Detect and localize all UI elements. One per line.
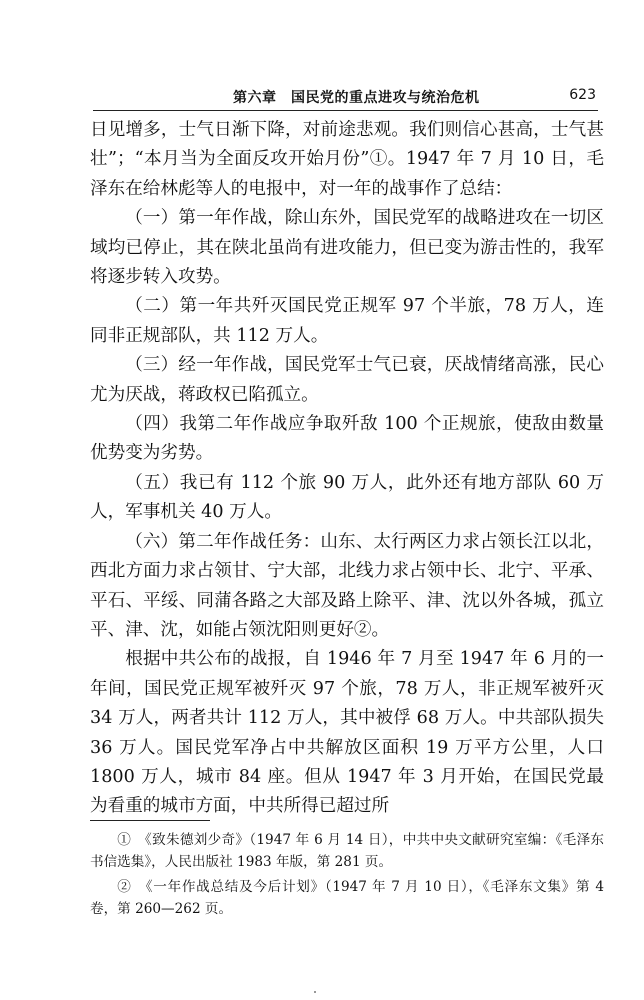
body-text <box>90 116 604 822</box>
footnote-2: ② 《一年作战总结及今后计划》（1947 年 7 月 10 日），《毛泽东文集》第 4 卷，第 260—262 页。 <box>90 879 604 917</box>
footnote-divider <box>90 820 210 821</box>
paragraph-point-1: （一）第一年作战，除山东外，国民党军的战略进攻在一切区域均已停止，其在陕北虽尚有进攻能力，但已变为游击性的，我军将逐步转入攻势。 <box>90 208 604 288</box>
footnotes <box>90 820 604 923</box>
page-number: 623 <box>569 87 596 103</box>
paragraph-point-5: （五）我已有 112 个旅 90 万人，此外还有地方部队 60 万人，军事机关 40 万人。 <box>90 472 604 523</box>
paragraph-point-2: （二）第一年共歼灭国民党正规军 97 个半旅，78 万人，连同非正规部队，共 112 万人。 <box>90 296 604 346</box>
paragraph-point-4: （四）我第二年作战应争取歼敌 100 个正规旅，使敌由数量优势变为劣势。 <box>90 414 604 464</box>
footnote-1: ① 《致朱德刘少奇》（1947 年 6 月 14 日），中共中央文献研究室编：《毛泽东书信选集》，人民出版社 1983 年版，第 281 页。 <box>90 832 604 870</box>
running-header <box>93 82 598 111</box>
chapter-title: 第六章 国民党的重点进攻与统治危机 <box>233 90 480 106</box>
paragraph-point-3: （三）经一年作战，国民党军士气已衰，厌战情绪高涨，民心尤为厌战，蒋政权已陷孤立。 <box>90 355 604 405</box>
paragraph-continued: 日见增多，士气日渐下降，对前途悲观。我们则信心甚高，士气甚壮”；“本月当为全面反攻开始月份”①。1947 年 7 月 10 日，毛泽东在给林彪等人的电报中，对一年的战事作了总结： <box>90 120 604 199</box>
paragraph-battle-report: 根据中共公布的战报，自 1946 年 7 月至 1947 年 6 月的一年间，国民党正规军被歼灭 97 个旅，78 万人，非正规军被歼灭 34 万人，两者共计 112 万人，其中被俘 68 万人。中共部队损失 36 万人。国民党军净占中共解放区面积 19 万平方公里，人口 1800 万人，城市 84 座。但从 1947 年 3 月开始，在国民党最为看重的城市方面，中共所得已超过所 <box>90 649 604 817</box>
paragraph-point-6: （六）第二年作战任务：山东、太行两区力求占领长江以北，西北方面力求占领甘、宁大部，北线力求占领中长、北宁、平承、平石、平绥、同蒲各路之大部及路上除平、津、沈以外各城，孤立平、津、沈，如能占领沈阳则更好②。 <box>90 531 604 640</box>
scan-speck <box>314 991 316 993</box>
